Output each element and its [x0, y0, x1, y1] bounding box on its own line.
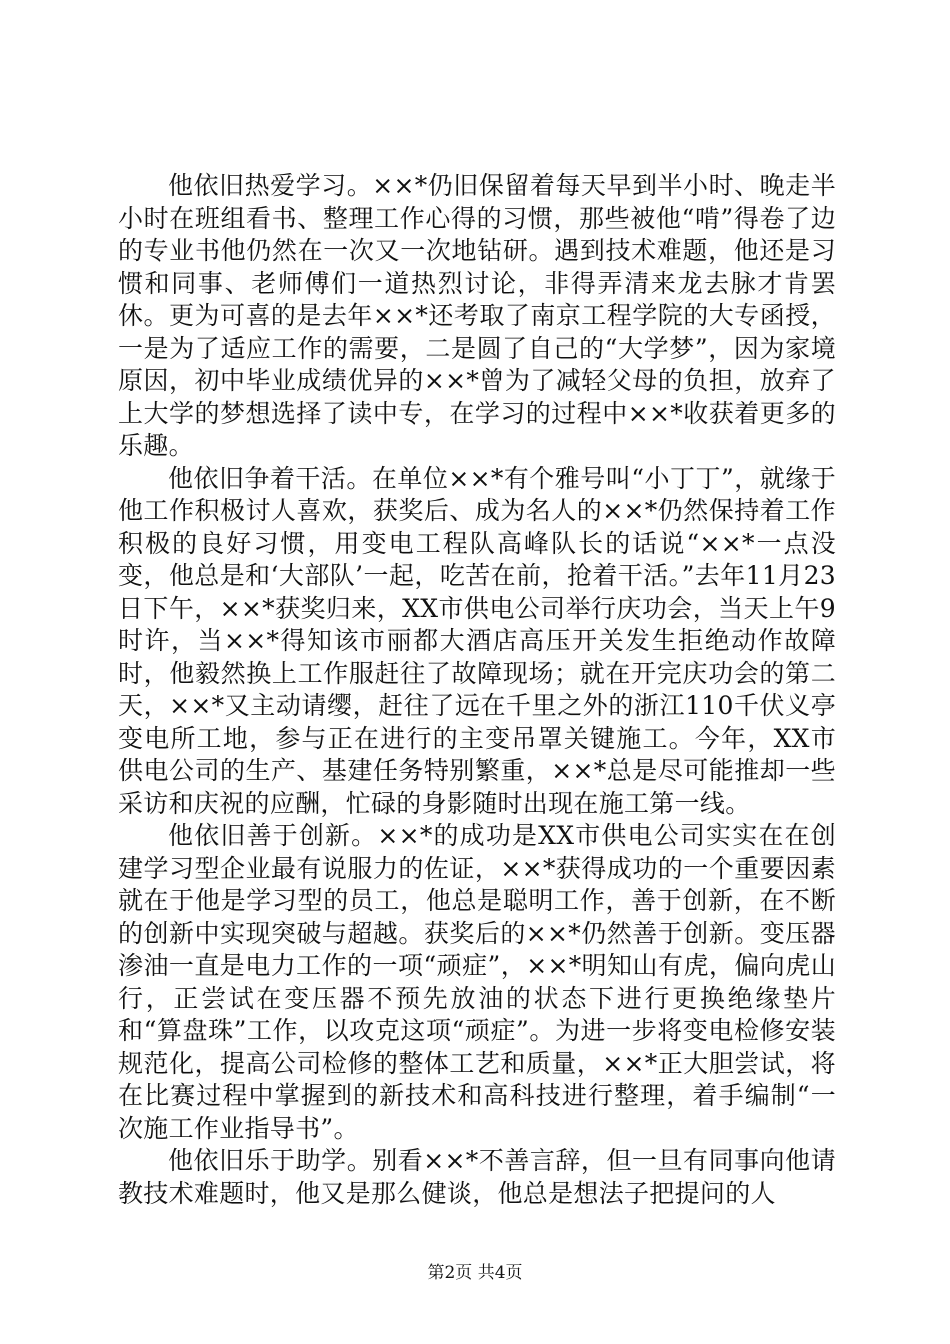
page-number-footer: 第2页 共4页 [427, 1263, 523, 1283]
paragraph-help: 他依旧乐于助学。别看××*不善言辞，但一旦有同事向他请教技术难题时，他又是那么健谈，他总是想法子把提问的人 [118, 1146, 836, 1208]
body-text [118, 170, 836, 1210]
paragraph-innovation: 他依旧善于创新。××*的成功是XX市供电公司实实在在创建学习型企业最有说服力的佐证，××*获得成功的一个重要因素就在于他是学习型的员工，他总是聪明工作，善于创新，在不断的创新中实现突破与超越。获奖后的××*仍然善于创新。变压器渗油一直是电力工作的一项“顽症”，××*明知山有虎，偏向虎山行，正尝试在变压器不预先放油的状态下进行更换绝缘垫片和“算盘珠”工作，以攻克这项“顽症”。为进一步将变电检修安装规范化，提高公司检修的整体工艺和质量，××*正大胆尝试，将在比赛过程中掌握到的新技术和高科技进行整理，着手编制“一次施工作业指导书”。 [118, 821, 836, 1143]
paragraph-study: 他依旧热爱学习。××*仍旧保留着每天早到半小时、晚走半小时在班组看书、整理工作心得的习惯，那些被他“啃”得卷了边的专业书他仍然在一次又一次地钻研。遇到技术难题，他还是习惯和同事、老师傅们一道热烈讨论，非得弄清来龙去脉才肯罢休。更为可喜的是去年××*还考取了南京工程学院的大专函授，一是为了适应工作的需要，二是圆了自己的“大学梦”，因为家境原因，初中毕业成绩优异的××*曾为了减轻父母的负担，放弃了上大学的梦想选择了读中专，在学习的过程中××*收获着更多的乐趣。 [118, 171, 836, 460]
paragraph-work: 他依旧争着干活。在单位××*有个雅号叫“小丁丁”，就缘于他工作积极讨人喜欢，获奖后、成为名人的××*仍然保持着工作积极的良好习惯，用变电工程队高峰队长的话说“××*一点没变，他总是和‘大部队’一起，吃苦在前，抢着干活。”去年11月23日下午，××*获奖归来，XX市供电公司举行庆功会，当天上午9时许，当××*得知该市丽都大酒店高压开关发生拒绝动作故障时，他毅然换上工作服赶往了故障现场；就在开完庆功会的第二天，××*又主动请缨，赶往了远在千里之外的浙江110千伏义亭变电所工地，参与正在进行的主变吊罩关键施工。今年，XX市供电公司的生产、基建任务特别繁重，××*总是尽可能推却一些采访和庆祝的应酬，忙碌的身影随时出现在施工第一线。 [118, 463, 836, 818]
